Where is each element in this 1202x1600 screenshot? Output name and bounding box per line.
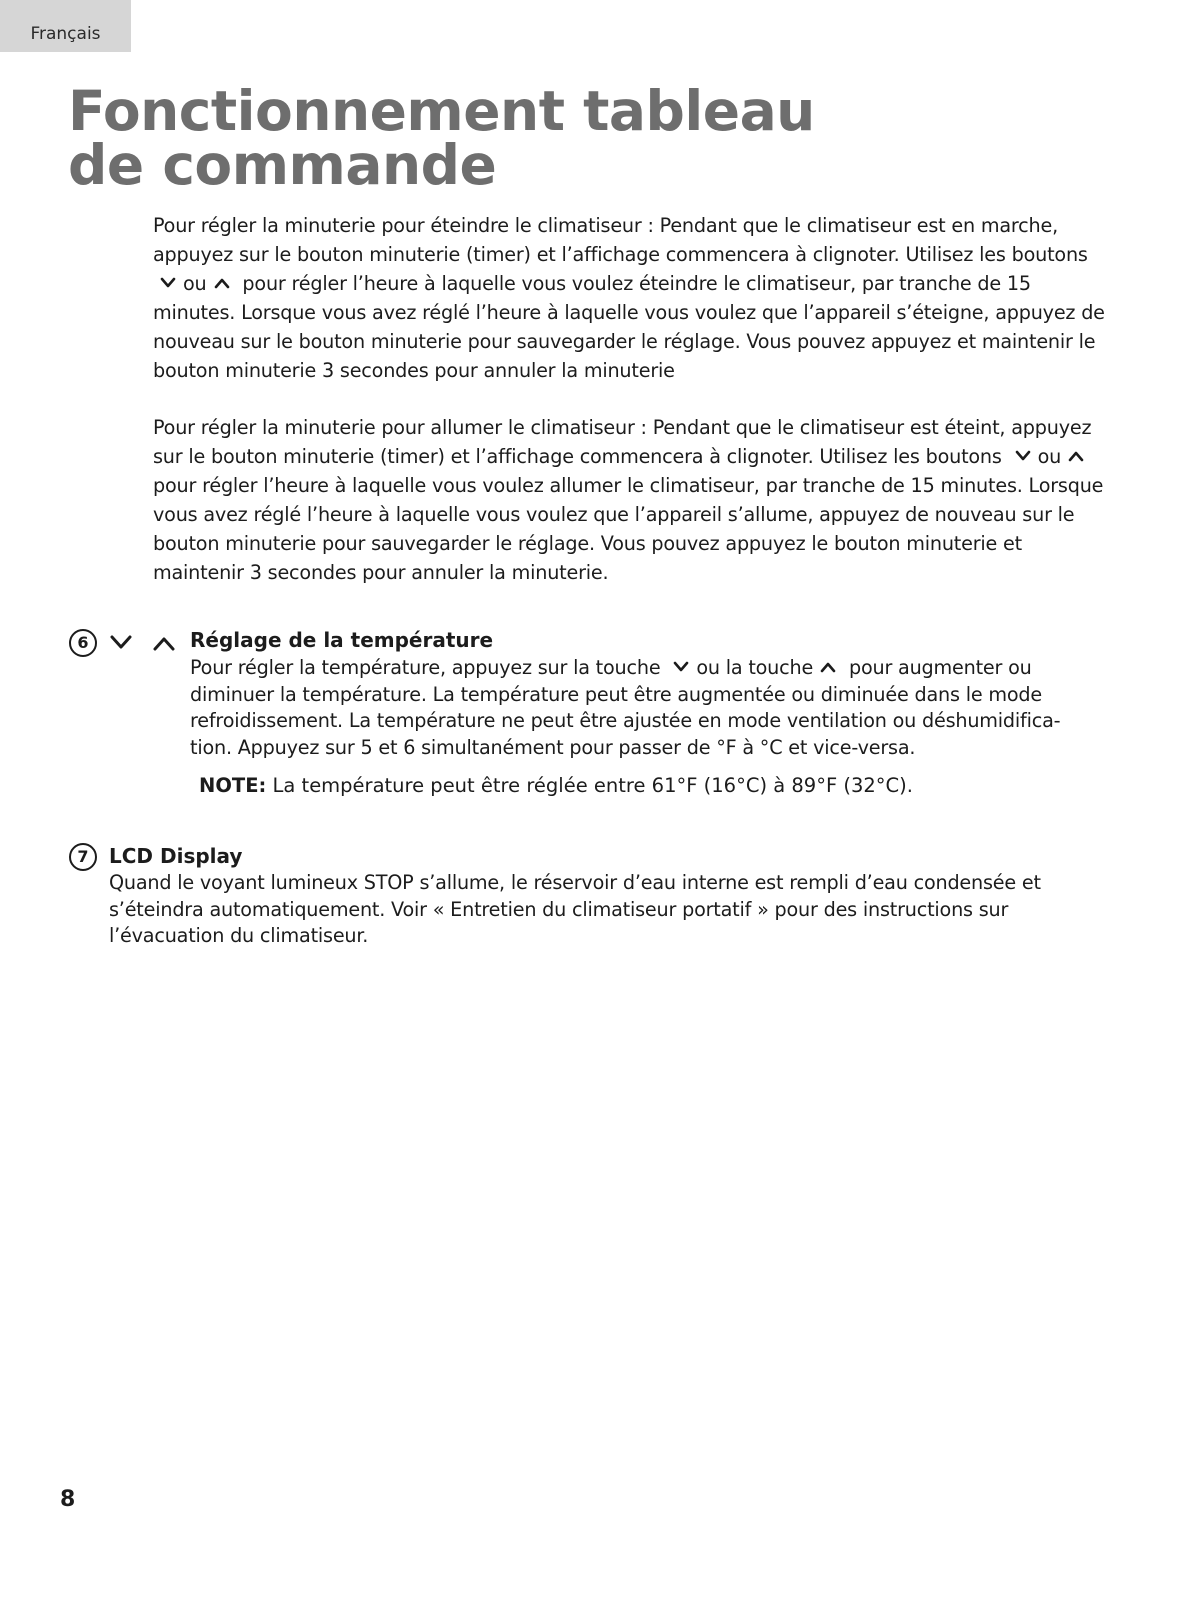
section-7-body: Quand le voyant lumineux STOP s’allume, le réservoir d’eau interne est rempli d’eau condensée et s’éteindra automatiquement. Voir « Entretien du climatiseur portatif » pour des instructions sur l’évacuation du climatiseur. (109, 871, 1041, 947)
page-number: 8 (60, 1487, 76, 1512)
timer-off-paragraph (153, 211, 1113, 385)
chevron-up-icon (213, 277, 231, 289)
section-7-heading: LCD Display (109, 844, 243, 868)
section-number-6: 6 (69, 629, 97, 657)
chevron-down-icon (672, 661, 690, 673)
chevron-down-icon (1014, 450, 1032, 462)
language-tab: Français (0, 0, 131, 52)
timer-on-or: ou (1037, 445, 1062, 468)
chevron-down-icon (159, 277, 177, 289)
timer-off-text-2: pour régler l’heure à laquelle vous voulez éteindre le climatiseur, par tranche de 15 minutes. Lorsque vous avez réglé l’heure à laquelle vous voulez que l’appareil s’éteigne, appuyez de nouveau sur le bouton minuterie pour sauvegarder le réglage. Vous pouvez appuyez et maintenir le bouton minuterie 3 secondes pour annuler la minuterie (153, 272, 1105, 382)
section-number-7: 7 (69, 843, 97, 871)
chevron-up-icon (1067, 450, 1085, 462)
temperature-note (199, 772, 913, 800)
page-title-line1: Fonctionnement tableau (68, 79, 815, 143)
timer-on-text-1: Pour régler la minuterie pour allumer le climatiseur : Pendant que le climatiseur est éteint, appuyez sur le bouton minuterie (timer) et l’affichage commencera à clignoter. Utilisez les boutons (153, 416, 1092, 468)
section-6-or: ou la touche (696, 656, 814, 679)
section-6-text-1: Pour régler la température, appuyez sur la touche (190, 656, 661, 679)
section-6-body (190, 655, 1070, 761)
timer-off-text-1: Pour régler la minuterie pour éteindre le climatiseur : Pendant que le climatiseur est en marche, appuyez sur le bouton minuterie (timer) et l’affichage commencera à clignoter. Utilisez les boutons (153, 214, 1088, 266)
page-title (68, 79, 815, 197)
note-label: NOTE: (199, 774, 267, 797)
chevron-up-icon (819, 661, 837, 673)
timer-on-text-2: pour régler l’heure à laquelle vous voulez allumer le climatiseur, par tranche de 15 minutes. Lorsque vous avez réglé l’heure à laquelle vous voulez que l’appareil s’allume, appuyez de nouveau sur le bouton minuterie pour sauvegarder le réglage. Vous pouvez appuyez le bouton minuterie et maintenir 3 secondes pour annuler la minuterie. (153, 474, 1104, 584)
section-6-text-2: pour augmenter ou diminuer la température. La température peut être augmentée ou diminuée dans le mode refroidissement. La température ne peut être ajustée en mode ventilation ou déshumidifica-tion. Appuyez sur 5 et 6 simultanément pour passer de °F à °C et vice-versa. (190, 656, 1061, 759)
chevron-up-icon (151, 634, 177, 652)
page-title-line2: de commande (68, 133, 497, 197)
timer-off-or: ou (183, 272, 207, 295)
chevron-down-icon (108, 634, 134, 652)
section-6-heading: Réglage de la température (190, 628, 494, 652)
timer-on-paragraph (153, 413, 1113, 587)
note-text: La température peut être réglée entre 61°F (16°C) à 89°F (32°C). (272, 774, 913, 797)
